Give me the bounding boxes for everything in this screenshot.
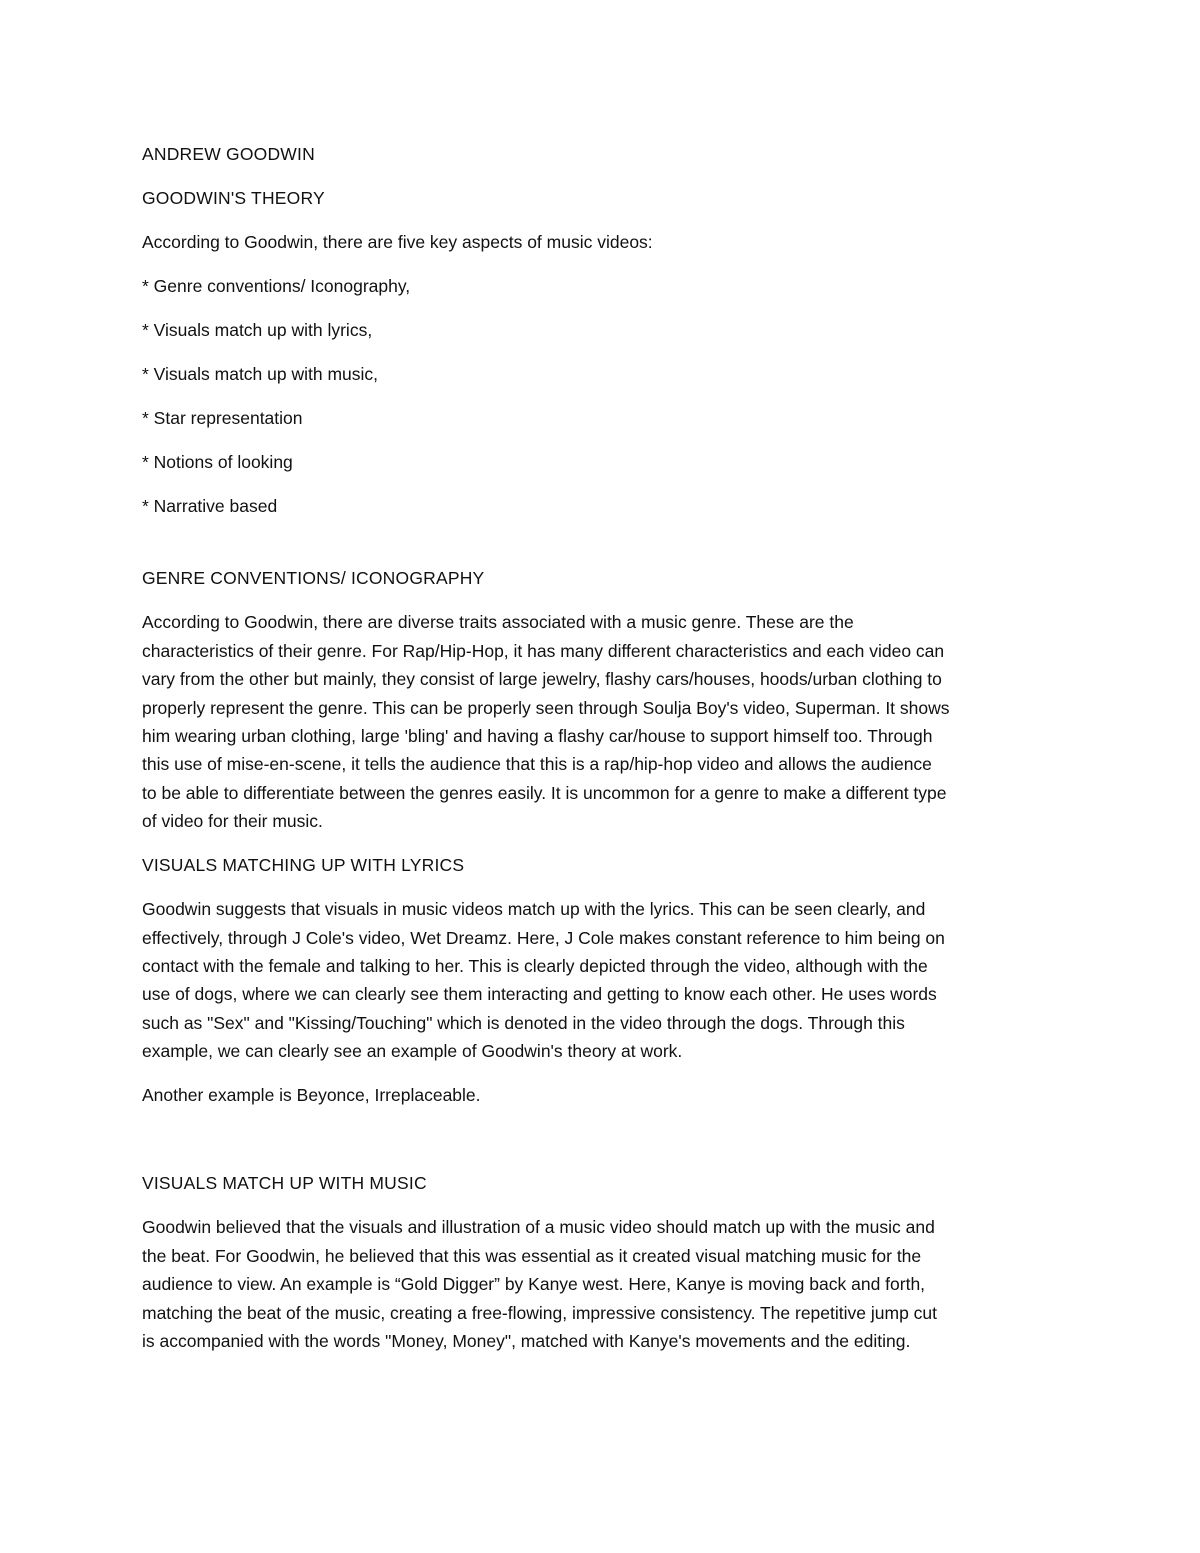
paragraph-line: use of dogs, where we can clearly see them interacting and getting to know each other. He uses words: [142, 984, 937, 1005]
aspect-item-genre: * Genre conventions/ Iconography,: [142, 276, 411, 296]
paragraph-line: this use of mise-en-scene, it tells the audience that this is a rap/hip-hop video and allows the audience: [142, 754, 932, 775]
aspect-item-star: * Star representation: [142, 408, 303, 428]
paragraph-line: effectively, through J Cole's video, Wet Dreamz. Here, J Cole makes constant reference to him being on: [142, 927, 945, 948]
section-paragraph-genre: [142, 608, 1072, 835]
section-paragraph-lyrics-example: [142, 1081, 1072, 1109]
paragraph-line: contact with the female and talking to her. This is clearly depicted through the video, although with the: [142, 956, 928, 977]
paragraph-line: According to Goodwin, there are diverse traits associated with a music genre. These are the: [142, 612, 854, 633]
intro-paragraph: According to Goodwin, there are five key aspects of music videos:: [142, 232, 653, 252]
paragraph-line: him wearing urban clothing, large 'bling' and having a flashy car/house to support himself too. Through: [142, 726, 933, 747]
section-heading-music: VISUALS MATCH UP WITH MUSIC: [142, 1173, 427, 1194]
aspect-item-music: * Visuals match up with music,: [142, 364, 379, 384]
paragraph-line: Another example is Beyonce, Irreplaceable.: [142, 1085, 481, 1106]
paragraph-line: the beat. For Goodwin, he believed that this was essential as it created visual matching music for the: [142, 1245, 922, 1266]
section-heading-lyrics: VISUALS MATCHING UP WITH LYRICS: [142, 855, 465, 876]
document-subtitle: GOODWIN'S THEORY: [142, 188, 325, 208]
document-title: ANDREW GOODWIN: [142, 144, 315, 164]
document-body: [142, 140, 1072, 1371]
section-heading-genre: GENRE CONVENTIONS/ ICONOGRAPHY: [142, 568, 485, 589]
aspect-item-lyrics: * Visuals match up with lyrics,: [142, 320, 373, 340]
paragraph-line: Goodwin suggests that visuals in music videos match up with the lyrics. This can be seen clearly, and: [142, 899, 926, 920]
paragraph-line: audience to view. An example is “Gold Digger” by Kanye west. Here, Kanye is moving back and forth,: [142, 1274, 926, 1295]
aspect-item-looking: * Notions of looking: [142, 452, 293, 472]
paragraph-line: characteristics of their genre. For Rap/Hip-Hop, it has many different characteristics and each video can: [142, 640, 945, 661]
paragraph-line: vary from the other but mainly, they consist of large jewelry, flashy cars/houses, hoods/urban clothing to: [142, 669, 942, 690]
paragraph-line: is accompanied with the words "Money, Money", matched with Kanye's movements and the editing.: [142, 1330, 911, 1351]
aspect-item-narrative: * Narrative based: [142, 496, 278, 516]
paragraph-line: to be able to differentiate between the genres easily. It is uncommon for a genre to make a different type: [142, 782, 947, 803]
paragraph-line: such as "Sex" and "Kissing/Touching" which is denoted in the video through the dogs. Through this: [142, 1012, 905, 1033]
paragraph-line: example, we can clearly see an example of Goodwin's theory at work.: [142, 1041, 683, 1062]
paragraph-line: of video for their music.: [142, 811, 323, 832]
section-paragraph-lyrics: [142, 895, 1072, 1065]
section-paragraph-music: [142, 1213, 1072, 1355]
paragraph-line: properly represent the genre. This can be properly seen through Soulja Boy's video, Superman. It shows: [142, 697, 950, 718]
section-gap: [142, 1125, 1072, 1169]
section-gap: [142, 520, 1072, 564]
paragraph-line: matching the beat of the music, creating a free-flowing, impressive consistency. The repetitive jump cut: [142, 1302, 938, 1323]
paragraph-line: Goodwin believed that the visuals and illustration of a music video should match up with the music and: [142, 1217, 935, 1238]
